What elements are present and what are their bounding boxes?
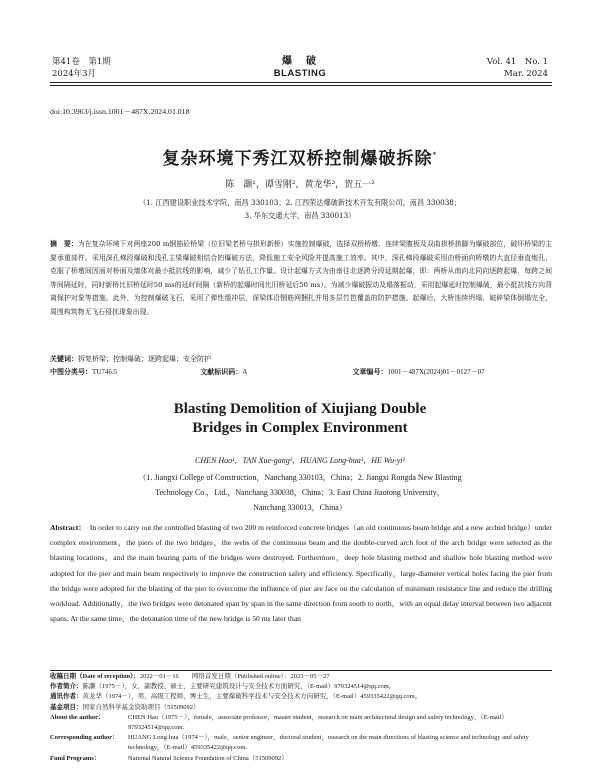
footnote-corresponding-en: Corresponding author： HUANG Long-hua（1974－），male，senior engineer，doctoral student，research on the main directions of blasting science and technology and safety technology，（E-mail）459335422@qq.com. — [50, 734, 529, 752]
page-title-cn: 复杂环境下秀江双桥控制爆破拆除* — [162, 149, 438, 169]
authors-cn: 陈 灏¹，谭雪刚²，黄龙华³，贺五一² — [225, 180, 375, 190]
classification-row: 中图分类号：TU746.5 文献标识码：A 文章编号：1001－487X(2024)01－0127－07 — [50, 368, 485, 376]
journal-volume-issue: 第41卷 第1期 2024年3月 — [52, 57, 111, 79]
doi: doi:10.3963/j.issn.1001－487X.2024.01.018 — [50, 107, 190, 116]
footnote-fund-en: Fund Programs： National Natural Science Foundation of China（51509092） — [50, 754, 288, 762]
footnote-corresponding-cn: 通讯作者： 黄龙华（1974－），男，高级工程师，博士生，主要爆破科学技术与安全技术方向研究，（E-mail）459335422@qq.com。 — [50, 693, 422, 701]
keywords-cn: 关键词：拆复桥梁；控制爆破；逐跨起爆；安全防护 — [50, 355, 211, 363]
header-rule — [50, 82, 552, 83]
footnotes — [50, 672, 552, 764]
abstract-en: Abstract： In order to carry out the controlled blasting of two 200 m reinforced concrete bridges（an old continuous beam bridge and a new arched bridge）under complex environment，the piers of the two bridges，the webs of the continuous beam and the double-curved arch foot of the arch bridge were selected as the blasting locations，and the main bearing parts of the bridges were destroyed. Furthermore，deep hole blasting method and shallow hole blasting method were adopted for the pier and main beam respectively to improve the construction safety and efficiency. Specifically，large-diameter vertical holes facing the pier from the bridge were adopted for the blasting of the pier to overcome the influence of pier are face on the calculation of minimum resistance line and reduce the drilling workload. Additionally，the two bridges were detonated span by span in the same direction from south to north，with an equal delay interval between two adjacent spans. At the same time，the detonation time of the new bridge is 50 ms later than — [50, 523, 553, 624]
authors-en: CHEN Hao¹，TAN Xue-gang²，HUANG Long-hua³，HE Wu-yi² — [195, 456, 405, 465]
footnote-rule — [50, 670, 552, 671]
footnote-fund-cn: 基金项目： 国家自然科学基金资助项目（51509092） — [50, 703, 200, 711]
footnote-author-cn: 作者简介： 陈灏（1975－），女，副教授、硕士，主要研究建筑设计与安全技术方面研究，（E-mail）979324514@qq.com。 — [50, 683, 396, 691]
affiliations-en: （1. Jiangxi College of Construction，Nanchang 330103，China；2. Jiangxi Rongda New Blasting Technology Co.，Ltd.，Nanchang 330038，China；3. East China Jiaotong University， Nanchang 330013，China） — [138, 473, 462, 512]
footnote-received: 收稿日期（Date of reception）： 2022－01－16 网络首发日期（Published online）：2023－05－27 — [50, 673, 330, 680]
affiliations-cn: （1. 江西建设职业技术学院，南昌 330103；2. 江西荣达爆破新技术开发有限公司，南昌 330038； 3. 华东交通大学，南昌 330013） — [138, 198, 462, 220]
page-title-en: Blasting Demolition of Xiujiang Double Bridges in Complex Environment — [173, 401, 427, 436]
abstract-cn: 摘 要：为在复杂环境下对两座200 m钢筋砼桥梁（位旧梁老桥与拱形新桥）实施控制爆破，选择双桥桥墩、连续梁腹板及双曲拱桥拱脚为爆破部位，破坏桥梁的主要承重部件。采用深孔梯段爆破和浅孔主梁爆破相结合的爆破方法，降低施工安全风险并提高施工效率。其中，深孔梯段爆破采用由桥面向桥墩的大直径垂直炮孔，克服了桥墩间因面对桥面及墙体对最小抵抗线的影响，减少了钻孔工作量。设计起爆方式为由南往北逐跨分段延期起爆，即：两桥从南向北同向逐跨起爆，每跨之间等间隔延时，同时新桥比旧桥延时50 ms的延时间隔（新桥的起爆时间比旧桥延后50 ms）。为减少爆破振动及塌落振动，采用起爆延时控制爆破，最小抵抗线方向背离保护对象等措施。此外，为控制爆破飞石，采用了弹性缓冲层，深梁体沿钢筋网捆扎并用多层竹笆覆盖的防护措施。起爆后，大桥连续坍塌，破碎梁体倒塌完全，周围构筑物无飞石侵扰现象出现。 — [50, 240, 553, 316]
journal-volume-issue-en: Vol. 41 No. 1 Mar. 2024 — [486, 57, 548, 79]
footnote-author-en: About the author： CHEN Hao（1975－），female，associate professor，master student，research on main architectural design and safety technology，（E-mail）979324514@qq.com. — [50, 713, 508, 732]
header-rule-thin — [50, 85, 552, 86]
journal-name: 爆 破 BLASTING — [273, 56, 327, 79]
